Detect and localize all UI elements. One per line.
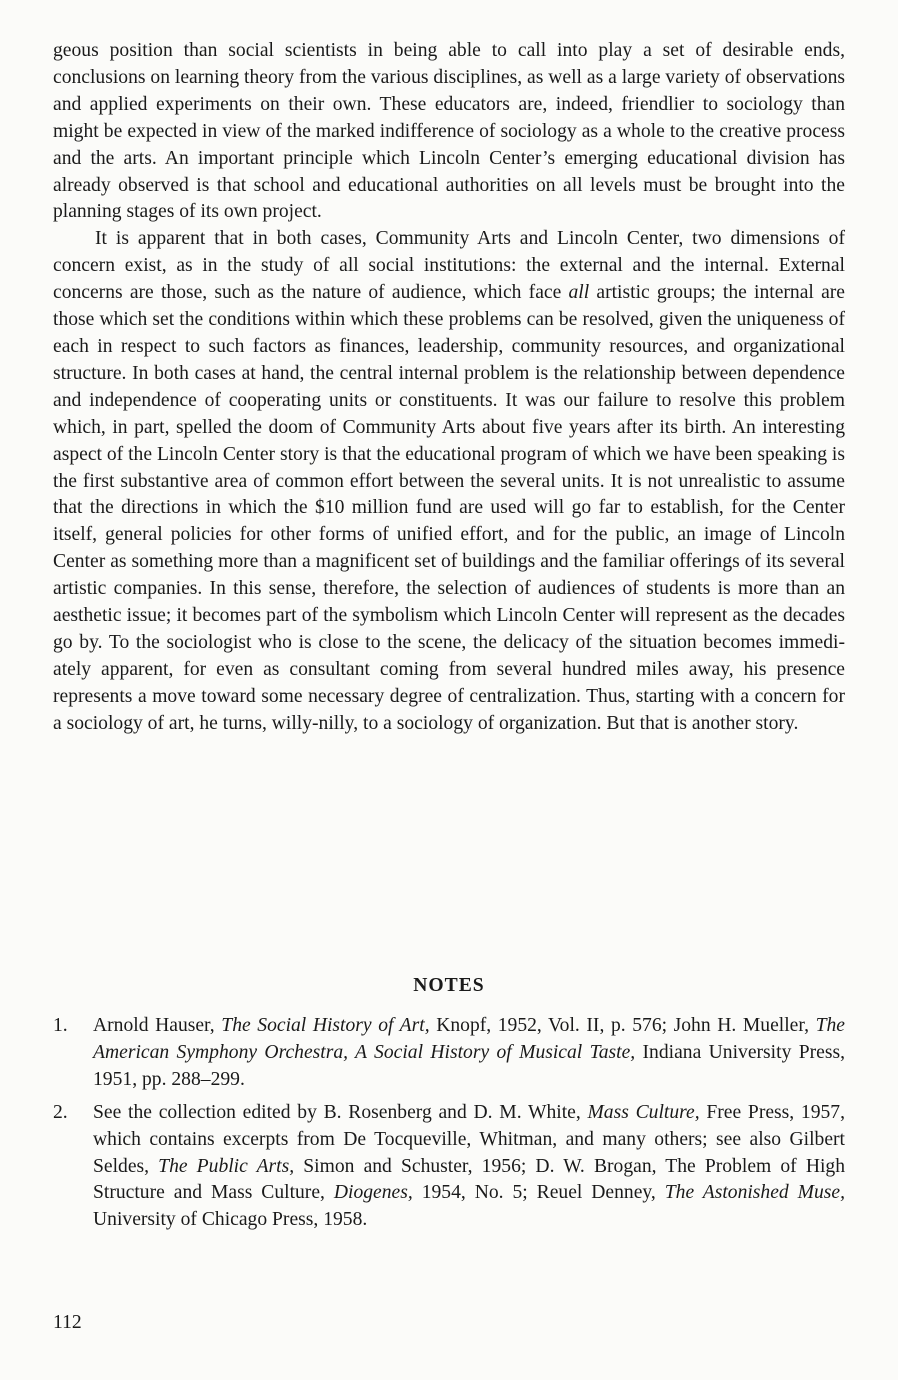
- note-1-text: Indiana University Press, 1951, pp. 288–299.: [93, 1041, 845, 1090]
- notes-heading: NOTES: [413, 975, 485, 996]
- note-2: [53, 1100, 845, 1235]
- note-2-text: University of Chicago Press, 1958.: [93, 1209, 368, 1231]
- note-2-title: The Astonished Muse,: [664, 1182, 845, 1204]
- paragraph-2-text-a: It is apparent that in both cases, Community Arts and Lincoln Center, two dimensions of concern exist, as in the study of all social institutions: the external and the internal. External concerns are those, such as the nature of audience, which face: [53, 228, 845, 304]
- note-2-text: 1954, No. 5; Reuel Denney,: [412, 1182, 665, 1204]
- note-2-text: Free Press, 1957, which contains excerpts from De Tocqueville, Whitman, and many others; see also Gilbert Seldes,: [93, 1101, 846, 1177]
- notes-list: [53, 1013, 845, 1240]
- page: [53, 38, 846, 1333]
- note-1: [53, 1013, 845, 1094]
- note-1-text: Arnold Hauser,: [93, 1015, 222, 1036]
- paragraph-1: geous position than social scientists in being able to call into play a set of desirable ends, conclusions on learning theory from the various disciplines, as well as a large variety of observations and applied experiments on their own. These educators are, indeed, friendlier to sociology than might be expected in view of the marked indifference of sociology as a whole to the creative process and the arts. An important principle which Lincoln Center’s emerging educational division has already observed is that school and educational authorities on all levels must be brought into the planning stages of its own project.: [53, 40, 845, 223]
- page-number: 112: [53, 1312, 82, 1333]
- note-2-title: Diogenes,: [333, 1182, 413, 1204]
- note-2-title: Mass Culture,: [587, 1101, 700, 1123]
- note-2-text: See the collection edited by B. Rosenberg and D. M. White,: [93, 1101, 588, 1123]
- paragraph-2-text-b: artistic groups; the internal are those which set the conditions within which these problems can be resolved, given the uniqueness of each in respect to such factors as finances, leadership, community resources, and organizational structure. In both cases at hand, the central internal problem is the relationship between dependence and independence of cooperating units or constituents. It was our failure to resolve this problem which, in part, spelled the doom of Community Arts about five years after its birth. An interesting aspect of the Lincoln Center story is that the educational program of which we have been speaking is the first substantive area of common effort between the several units. It is not unrealistic to assume that the directions in which the $10 million fund are used will go far to establish, for the Center itself, general policies for other forms of unified effort, and for the public, an image of Lincoln Center as something more than a magnificent set of buildings and the familiar offerings of its several artistic companies. In this sense, therefore, the selection of audiences of students is more than an aesthetic issue; it becomes part of the symbolism which Lincoln Center will represent as the decades go by. To the sociologist who is close to the scene, the delicacy of the situation becomes immediately apparent, for even as consultant coming from several hundred miles away, his presence represents a move toward some necessary degree of centralization. Thus, starting with a concern for a sociology of art, he turns, willy-nilly, to a sociology of organization. But that is another story.: [53, 282, 845, 734]
- note-1-number: 1.: [53, 1015, 68, 1036]
- note-1-text: Knopf, 1952, Vol. II, p. 576; John H. Mueller,: [429, 1015, 816, 1036]
- body-text: [53, 38, 845, 738]
- note-2-text: Simon and Schuster, 1956; D. W. Brogan, The Problem of High Structure and Mass Culture,: [93, 1155, 846, 1204]
- paragraph-2: [53, 226, 845, 737]
- note-1-title: The Social History of Art,: [221, 1015, 430, 1036]
- note-2-title: The Public Arts,: [158, 1155, 295, 1177]
- paragraph-2-italic: all: [568, 282, 590, 304]
- note-2-number: 2.: [53, 1101, 68, 1123]
- note-1-title: The American Symphony Orchestra, A Social History of Musical Taste,: [93, 1015, 845, 1063]
